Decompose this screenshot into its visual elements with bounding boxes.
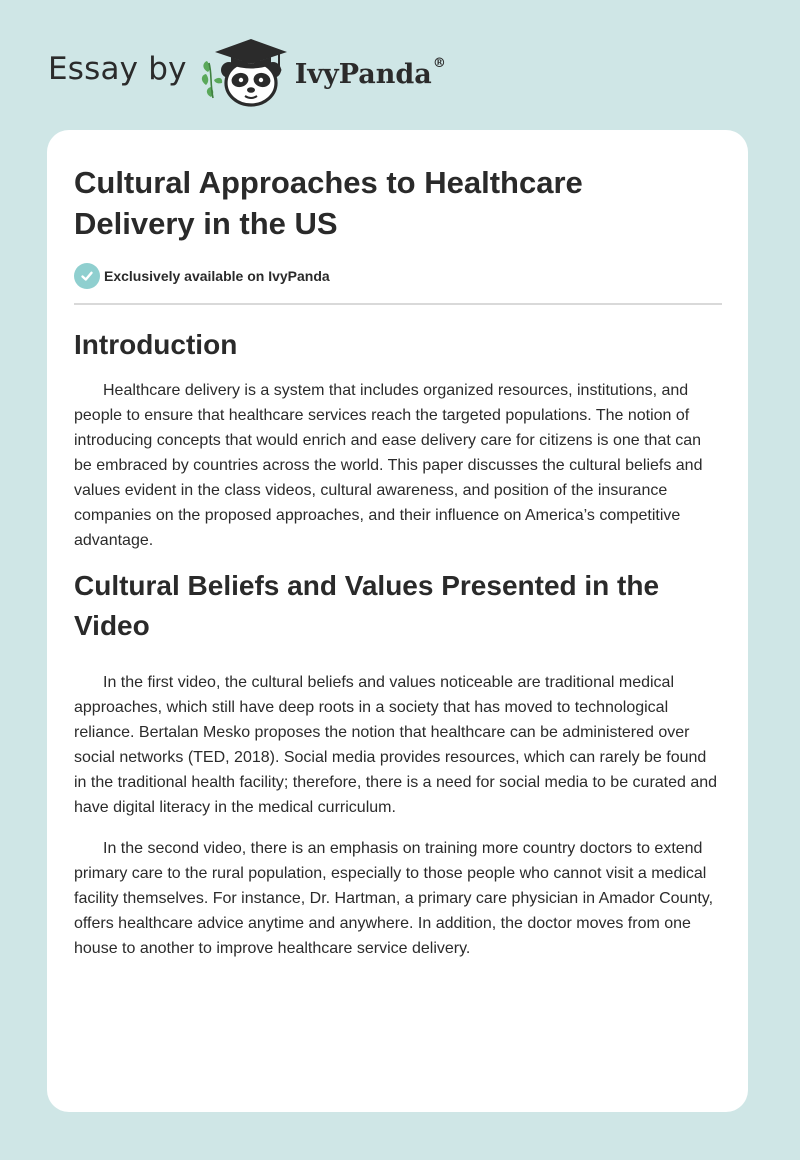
registered-mark: ® <box>432 55 446 71</box>
site-header <box>48 36 446 108</box>
section-heading-introduction: Introduction <box>74 329 238 360</box>
essay-by-label: Essay by <box>48 51 187 87</box>
essay-content <box>74 325 722 961</box>
section-heading-cultural-beliefs: Cultural Beliefs and Values Presented in the Video <box>74 570 660 641</box>
exclusive-badge <box>74 263 330 289</box>
essay-card <box>47 130 748 1112</box>
title-divider <box>74 303 722 305</box>
paragraph: Healthcare delivery is a system that includes organized resources, institutions, and people to ensure that healthcare services reach the targeted populations. The notion of introducing concepts that would enrich and ease delivery care for citizens is one that can be embraced by countries across the world. This paper discusses the cultural beliefs and values evident in the class videos, cultural awareness, and position of the insurance companies on the proposed approaches, and their influence on America’s competitive advantage. <box>74 382 703 549</box>
paragraph: In the first video, the cultural beliefs and values noticeable are traditional medical approaches, which still have deep roots in a society that has moved to technological reliance. Bertalan Mesko proposes the notion that healthcare can be administered over social networks (TED, 2018). Social media provides resources, which can rarely be found in the traditional health facility; therefore, there is a need for social media to be curated and have digital literacy in the medical curriculum. <box>74 674 718 816</box>
check-circle-icon <box>74 263 100 289</box>
exclusive-badge-text: Exclusively available on IvyPanda <box>104 268 330 284</box>
paragraph: In the second video, there is an emphasis on training more country doctors to extend primary care to the rural population, especially to those people who cannot visit a medical facility themselves. For instance, Dr. Hartman, a primary care physician in Amador County, offers healthcare advice anytime and anywhere. In addition, the doctor moves from one house to another to improve healthcare service delivery. <box>74 840 714 957</box>
brand-name: IvyPanda® <box>294 55 446 90</box>
panda-graduate-logo-icon <box>201 36 293 108</box>
page-title: Cultural Approaches to Healthcare Delivery in the US <box>74 165 583 241</box>
